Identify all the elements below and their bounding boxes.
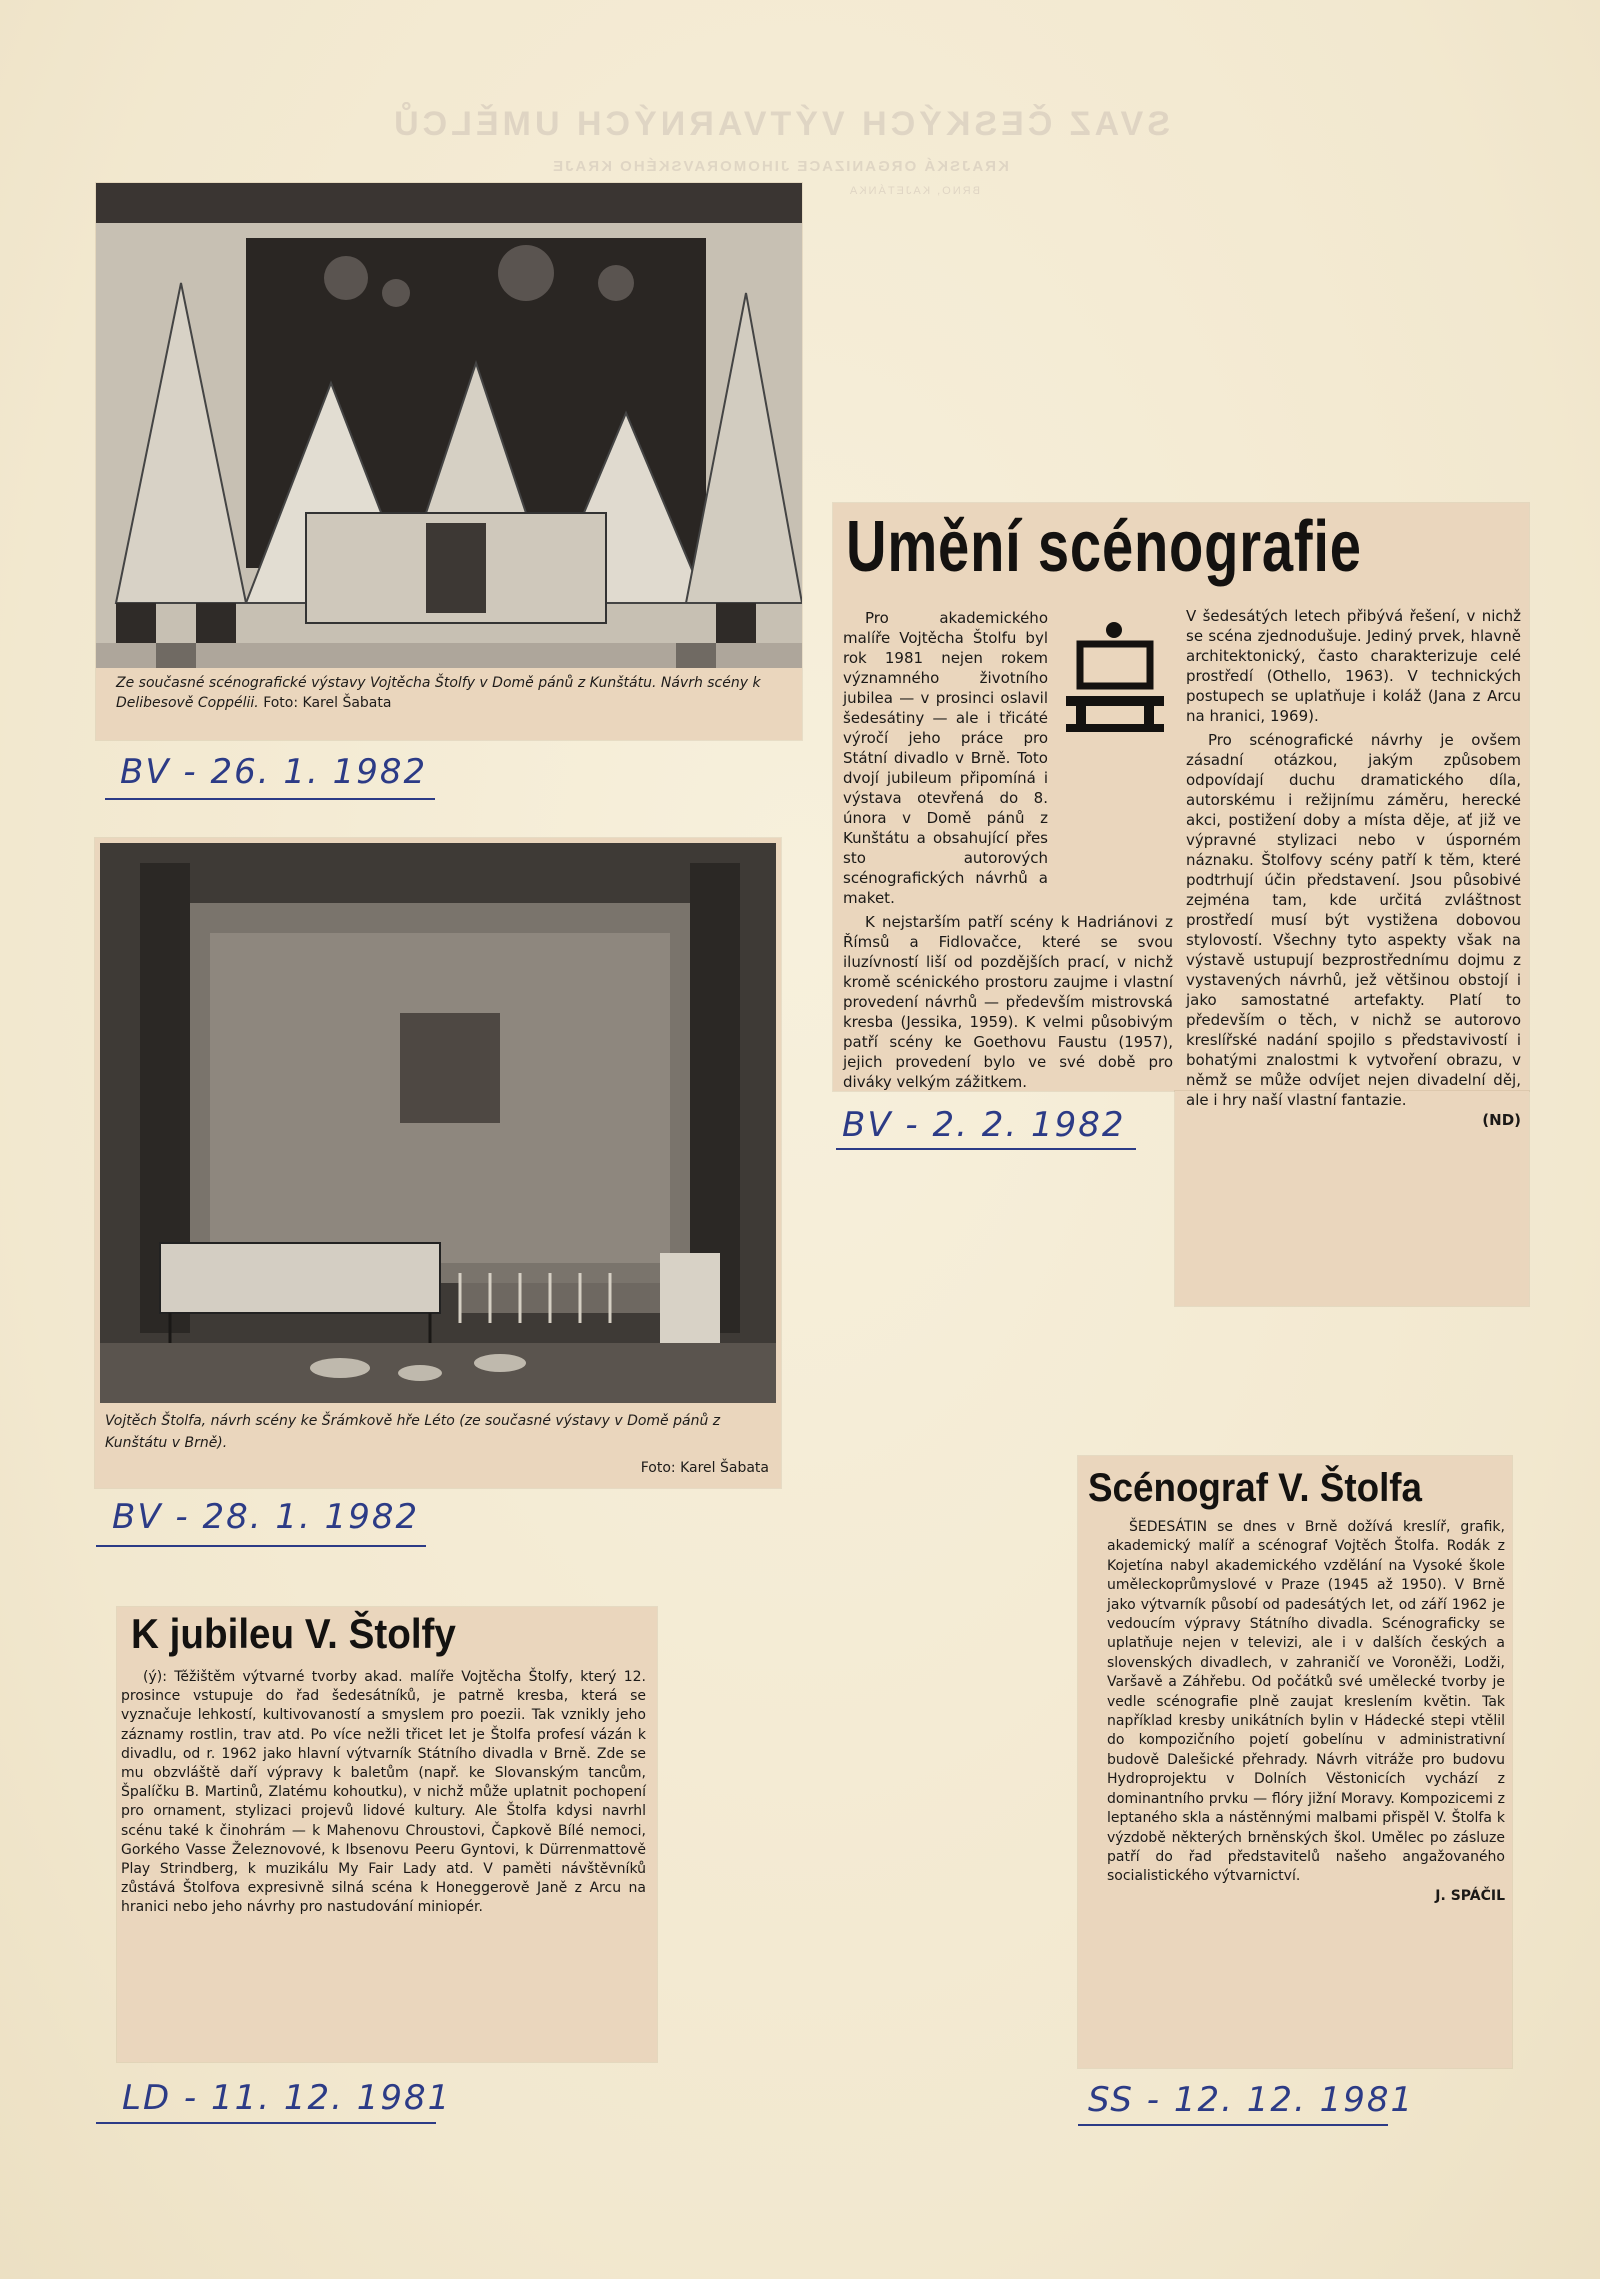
handwritten-underline-2 xyxy=(96,1545,426,1547)
handwritten-date-1: BV - 26. 1. 1982 xyxy=(120,752,428,792)
letterhead-line-3: BRNO, KAJETÁNKA xyxy=(847,185,980,197)
article-signature: (ND) xyxy=(1482,1111,1521,1129)
article-body-k-jubileu xyxy=(121,1668,646,1918)
caption-coppelia xyxy=(116,673,792,713)
caption-leto xyxy=(105,1410,771,1454)
paragraph: Pro scénografické návrhy je ovšem zásadní otázkou, jakým způsobem odpovídají duchu dramatického díla, autorskému i režijnímu záměru, herecké akci, postižení doby a místa děje, ať již ve výpravné stylizaci nebo v úsporném náznaku. Štolfovy scény patří k těm, které podtrhují účin představení. Jsou působivé zejména tam, kde určitá zvláštnost prostředí musí být vystižena dobovou stylovostí. Všechny tyto aspekty však na výstavě ustupují bezprostřednímu dojmu z vystavených návrhů, jež většinou obstojí i jako samostatné artefakty. Platí to především o těch, v nichž se autorovo kreslířské nadání spojilo s představivostí i bohatými znalostmi k vytvoření obrazu, v němž se může odvíjet nejen divadelní děj, ale i hry naší vlastní fantazie. xyxy=(1186,731,1521,1109)
article-title-umeni-scenografie: Umění scénografie xyxy=(846,507,1362,587)
handwritten-underline-1 xyxy=(105,798,435,800)
clipping-coppelia xyxy=(96,183,802,740)
caption-leto-text: Vojtěch Štolfa, návrh scény ke Šrámkově hře Léto (ze současné výstavy v Domě pánů z Kunštátu v Brně). xyxy=(105,1413,721,1451)
paragraph: K nejstarším patří scény k Hadriánovi z Římsů a Fidlovačce, které se svou iluzívností liší od pozdějších prací, v nichž kromě scénického prostoru zaujme i vlastní provedení návrhů — především mistrovská kresba (Jessika, 1959). K velmi působivým patří scény ke Goethovu Faustu (1957), jejich provedení bylo ve své době pro diváky velkým zážitkem. xyxy=(843,913,1173,1091)
photo-credit: Foto: Karel Šabata xyxy=(263,695,392,711)
caption-coppelia-text: Ze současné scénografické výstavy Vojtěcha Štolfy v Domě pánů z Kunštátu. Návrh scény k Delibesově Coppélii. xyxy=(116,675,761,711)
photo-leto-stage xyxy=(100,843,776,1403)
paragraph: Pro akademického malíře Vojtěcha Štolfu byl rok 1981 nejen rokem významného životního jubilea — v prosinci oslavil šedesátiny — ale i třicáté výročí jeho práce pro Státní divadlo v Brně. Toto dvojí jubileum připomíná i výstava otevřená do 8. února v Domě pánů z Kunštátu a obsahující přes sto autorových scénografických návrhů a maket. xyxy=(843,609,1048,907)
stage-design-image xyxy=(96,183,802,668)
article-signature: J. SPÁČIL xyxy=(1435,1887,1505,1904)
article-title-k-jubileu: K jubileu V. Štolfy xyxy=(131,1610,456,1657)
paragraph: ŠEDESÁTIN se dnes v Brně dožívá kreslíř, grafik, akademický malíř a scénograf Vojtěch Štolfa. Rodák z Kojetína nabyl akademického vzdělání na Vysoké škole uměleckoprůmyslové v Praze (1945 až 1950). V Brně jako výtvarník působí od padesátých let, od září 1962 je vedoucím výpravy Státního divadla. Scénograficky se uplatňuje nejen v televizi, ale i v dalších českých a slovenských divadlech, v zahraničí ve Voroněži, Lodži, Varšavě a Záhřebu. Od počátků své umělecké tvorby je vedle scénografie plně zaujat kreslením květin. Tak například kresby unikátních bylin v Hádecké stepi vtělil do kompozičního pojetí gobelínu v administrativní budově Dalešické přehrady. Návrh vitráže pro budovu Hydroprojektu v Dolních Věstonicích vychází z dominantního prvku — flóry jižní Moravy. Kompozicemi z leptaného skla a nástěnnými malbami přispěl V. Štolfa k výzdobě některých brněnských škol. Umělec po zásluze patří do řad představitelů našeho angažovaného socialistického výtvarnictví. xyxy=(1107,1519,1505,1885)
paragraph: (ý): Těžištěm výtvarné tvorby akad. malíře Vojtěcha Štolfy, který 12. prosince vstupuje do řad šedesátníků, je patrně kresba, která se vyznačuje lehkostí, kultivovaností a smyslem pro poezii. Tak vznikly jeho záznamy rostlin, trav atd. Po více nežli třicet let je Štolfa profesí vázán k divadlu, od r. 1962 jako hlavní výtvarník Státního divadla v Brně. Zde se mu obzvláště daří výpravy k baletům (např. ke Slovanským tancům, Špalíčku B. Martinů, Zlatému kohoutku), v nichž může uplatnit pochopení pro ornament, stylizaci projevů lidové kultury. Ale Štolfa kdysi navrhl scénu také k činohrám — k Mahenovu Chroustovi, Čapkově Bílé nemoci, Gorkého Vasse Železnovové, k Ibsenovu Peeru Gyntovi, k Dürrenmattově Play Strindberg, k muzikálu My Fair Lady atd. V paměti návštěvníků zůstává Štolfova expresivně silná scéna k Honeggerově Janě z Arcu na hranici nebo jeho návrhy pro nastudování miniopér. xyxy=(121,1669,646,1916)
handwritten-date-4: SS - 12. 12. 1981 xyxy=(1088,2080,1415,2120)
letterhead-line-1: SVAZ ČESKÝCH VÝTVARNÝCH UMĚLCŮ xyxy=(390,105,1170,143)
stage-design-image-2 xyxy=(100,843,776,1403)
handwritten-date-5: LD - 11. 12. 1981 xyxy=(122,2078,452,2118)
article-column-1 xyxy=(843,608,1173,1092)
paragraph: V šedesátých letech přibývá řešení, v nichž se scéna zjednodušuje. Jediný prvek, hlavně architektonický, často charakterizuje celé prostředí (Othello, 1963). V technických postupech se uplatňuje i koláž (Jana z Arcu na hranici, 1969). xyxy=(1186,607,1521,725)
article-body-scenograf xyxy=(1107,1518,1505,1906)
photo-credit-2: Foto: Karel Šabata xyxy=(640,1460,769,1476)
handwritten-underline-5 xyxy=(96,2122,436,2124)
article-column-2 xyxy=(1186,606,1521,1130)
clipping-leto xyxy=(95,838,781,1488)
handwritten-date-3: BV - 2. 2. 1982 xyxy=(842,1105,1126,1145)
handwritten-underline-4 xyxy=(1078,2124,1388,2126)
photo-coppelia-stage xyxy=(96,183,802,668)
handwritten-underline-3 xyxy=(836,1148,1136,1150)
article-title-scenograf: Scénograf V. Štolfa xyxy=(1088,1466,1423,1510)
handwritten-date-2: BV - 28. 1. 1982 xyxy=(112,1497,420,1537)
letterhead-line-2: KRAJSKÁ ORGANIZACE JIHOMORAVSKÉHO KRAJE xyxy=(551,158,1009,175)
